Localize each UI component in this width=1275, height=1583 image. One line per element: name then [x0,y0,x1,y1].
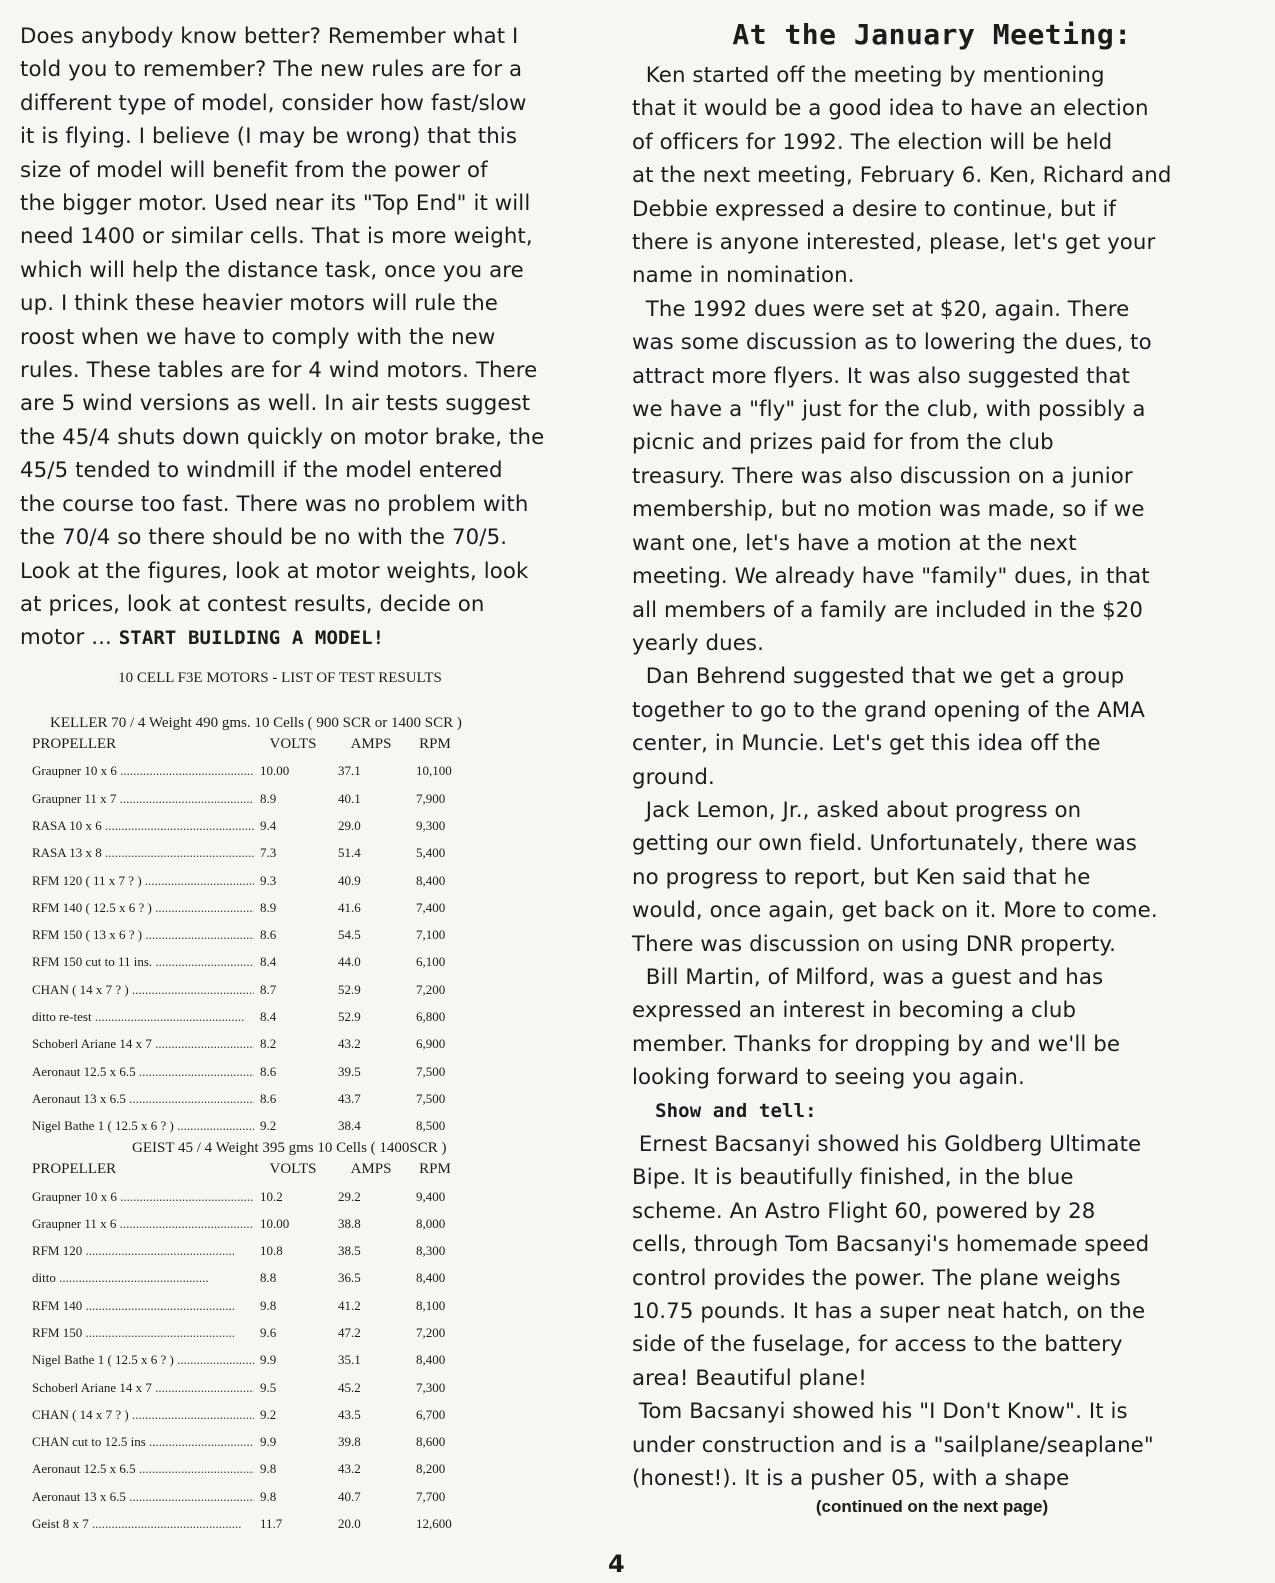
rpm-cell: 10,100 [416,763,452,779]
volts-cell: 9.8 [260,1461,277,1477]
rpm-cell: 7,300 [416,1379,446,1395]
left-text-line: Look at the figures, look at motor weights, look [20,558,529,584]
left-text-line: rules. These tables are for 4 wind motors. There [20,358,538,384]
left-text-line: are 5 wind versions as well. In air tests suggest [20,391,531,417]
table-row [20,1183,560,1210]
amps-cell: 38.8 [338,1215,361,1231]
propeller-cell: CHAN ( 14 x 7 ? ) ..... [20,1407,254,1423]
header-rpm: RPM [419,1161,451,1178]
left-last-line-text: motor ... [20,625,119,651]
propeller-cell: Aeronaut 13 x 6.5 ..... [20,1489,254,1505]
volts-cell: 9.9 [260,1352,277,1368]
volts-cell: 10.00 [260,763,290,779]
table-row [20,949,560,976]
meeting-text-line: of officers for 1992. The election will be held [632,129,1113,155]
meeting-text-line: control provides the power. The plane weighs [632,1265,1121,1291]
rpm-cell: 8,600 [416,1434,446,1450]
amps-cell: 47.2 [338,1325,361,1340]
rpm-cell: 7,200 [416,981,446,997]
propeller-cell: ditto re-test ..... [20,1009,254,1025]
header-volts: VOLTS [269,736,317,753]
amps-cell: 43.5 [338,1406,361,1422]
amps-cell: 40.9 [338,872,361,888]
table-row [20,1483,560,1510]
amps-cell: 54.5 [338,927,361,943]
volts-cell: 8.4 [260,1009,277,1025]
rpm-cell: 7,200 [416,1325,446,1340]
right-column [632,18,1232,1517]
continued-note: (continued on the next page) [815,1497,1049,1517]
propeller-cell: Aeronaut 12.5 x 6.5 ..... [20,1461,254,1477]
table-row [20,1401,560,1428]
amps-cell: 35.1 [338,1352,361,1368]
left-column [20,20,592,1538]
left-text-line: 45/5 tended to windmill if the model entered [20,458,503,484]
left-text-line: told you to remember? The new rules are for a [20,57,523,83]
propeller-cell: Graupner 10 x 6 ..... [20,1189,254,1205]
meeting-text-line: looking forward to seeing you again. [632,1065,1025,1091]
volts-cell: 8.4 [260,954,277,970]
start-building-callout: START BUILDING A MODEL! [118,627,385,650]
amps-cell: 38.5 [338,1243,361,1259]
table-row [20,1456,560,1483]
meeting-text-line: meeting. We already have "family" dues, in that [632,564,1150,590]
propeller-cell: CHAN ( 14 x 7 ? ) ..... [20,982,254,998]
keller-rows [20,758,560,1140]
meeting-text-line: side of the fuselage, for access to the battery [632,1332,1123,1358]
table-row [20,1031,560,1058]
meeting-text-line: at the next meeting, February 6. Ken, Richard and [632,163,1172,189]
meeting-text-line: ground. [632,764,715,790]
amps-cell: 44.0 [338,954,361,970]
table-row [20,812,560,839]
meeting-text-line: picnic and prizes paid for from the club [632,430,1054,456]
table-row [20,1319,560,1346]
meeting-text-line: no progress to report, but Ken said that he [632,864,1091,890]
geist-table-header [20,1157,560,1183]
left-text-line: size of model will benefit from the power of [20,157,488,183]
volts-cell: 9.2 [260,1406,277,1422]
volts-cell: 8.2 [260,1036,277,1052]
amps-cell: 38.4 [338,1118,361,1134]
table-row [20,1210,560,1237]
amps-cell: 20.0 [338,1516,361,1532]
meeting-text-line: yearly dues. [632,630,764,656]
meeting-text-line: center, in Muncie. Let's get this idea off the [632,731,1101,757]
rpm-cell: 12,600 [416,1516,452,1532]
volts-cell: 8.6 [260,1063,277,1079]
volts-cell: 9.6 [260,1325,277,1340]
left-text-line: up. I think these heavier motors will rule the [20,291,498,317]
propeller-cell: Graupner 11 x 7 ..... [20,791,254,807]
rpm-cell: 7,400 [416,899,446,915]
rpm-cell: 9,400 [416,1188,446,1204]
rpm-cell: 7,700 [416,1488,446,1504]
meeting-text-line: under construction and is a "sailplane/seaplane" [632,1432,1154,1458]
volts-cell: 9.5 [260,1379,277,1395]
amps-cell: 40.1 [338,790,361,806]
rpm-cell: 5,400 [416,845,446,861]
rpm-cell: 8,500 [416,1118,446,1134]
propeller-cell: RFM 150 cut to 11 ins. ..... [20,954,254,970]
table-row [20,1429,560,1456]
propeller-cell: Aeronaut 12.5 x 6.5 ..... [20,1064,254,1080]
table-row [20,840,560,867]
propeller-cell: RFM 140 ( 12.5 x 6 ? ) ..... [20,900,254,916]
volts-cell: 9.8 [260,1488,277,1504]
volts-cell: 9.3 [260,872,277,888]
rpm-cell: 8,200 [416,1461,446,1477]
amps-cell: 43.2 [338,1461,361,1477]
table-row [20,1085,560,1112]
table-row [20,976,560,1003]
meeting-text-line: scheme. An Astro Flight 60, powered by 28 [632,1198,1096,1224]
table-row [20,1347,560,1374]
meeting-text-line: there is anyone interested, please, let's get your [632,230,1156,256]
meeting-text-line: Ken started off the meeting by mentioning [632,63,1105,88]
amps-cell: 37.1 [338,763,361,779]
amps-cell: 52.9 [338,1009,361,1025]
volts-cell: 9.4 [260,817,277,833]
table-row [20,1374,560,1401]
meeting-text-line: 10.75 pounds. It has a super neat hatch, on the [632,1299,1146,1325]
meeting-text-line: Dan Behrend suggested that we get a group [632,664,1125,690]
amps-cell: 39.8 [338,1434,361,1450]
rpm-cell: 7,900 [416,790,446,806]
keller-table-header [20,732,560,758]
propeller-cell: Graupner 11 x 6 ..... [20,1216,254,1232]
table-row [20,922,560,949]
propeller-cell: Aeronaut 13 x 6.5 ..... [20,1091,254,1107]
volts-cell: 8.7 [260,981,277,997]
rpm-cell: 8,300 [416,1243,446,1259]
propeller-cell: CHAN cut to 12.5 ins ..... [20,1434,254,1450]
meeting-heading: At the January Meeting: [732,18,1132,51]
propeller-cell: ditto ..... [20,1270,254,1286]
meeting-text-line: would, once again, get back on it. More to come. [632,898,1158,924]
rpm-cell: 6,100 [416,954,446,970]
left-text-line: which will help the distance task, once you are [20,257,524,283]
meeting-article-text [632,59,1232,1495]
table-row [20,1265,560,1292]
propeller-cell: Schoberl Ariane 14 x 7 ..... [20,1036,254,1052]
volts-cell: 8.9 [260,790,277,806]
amps-cell: 40.7 [338,1488,361,1504]
meeting-text-line: Debbie expressed a desire to continue, but if [632,196,1117,222]
amps-cell: 51.4 [338,845,361,861]
left-text-line: the course too fast. There was no problem with [20,491,529,517]
amps-cell: 29.0 [338,817,361,833]
propeller-cell: RFM 120 ..... [20,1243,254,1259]
rpm-cell: 7,500 [416,1063,446,1079]
amps-cell: 41.2 [338,1297,361,1313]
amps-cell: 43.7 [338,1090,361,1106]
meeting-text-line: that it would be a good idea to have an election [632,96,1149,122]
left-text-line: the 70/4 so there should be no with the 70/5. [20,525,508,551]
amps-cell: 29.2 [338,1188,361,1204]
left-text-line: the bigger motor. Used near its "Top End" it will [20,191,531,217]
meeting-text-line: name in nomination. [632,263,855,289]
left-article-text [20,20,592,621]
header-rpm: RPM [419,736,451,753]
meeting-text-line: was some discussion as to lowering the dues, to [632,330,1152,356]
amps-cell: 41.6 [338,899,361,915]
left-text-line: the 45/4 shuts down quickly on motor brake, the [20,424,545,450]
rpm-cell: 8,100 [416,1297,446,1313]
header-propeller: PROPELLER [32,1161,117,1178]
amps-cell: 43.2 [338,1036,361,1052]
table-title: 10 CELL F3E MOTORS - LIST OF TEST RESULTS [118,669,442,686]
geist-rows [20,1183,560,1538]
table-row [20,1237,560,1264]
meeting-text-line: cells, through Tom Bacsanyi's homemade speed [632,1232,1150,1258]
rpm-cell: 8,400 [416,872,446,888]
rpm-cell: 8,400 [416,1352,446,1368]
keller-table [20,715,560,1140]
table-row [20,1003,560,1030]
meeting-text-line: member. Thanks for dropping by and we'll be [632,1031,1121,1057]
left-text-line: need 1400 or similar cells. That is more weight, [20,224,533,250]
meeting-text-line: together to go to the grand opening of the AMA [632,697,1145,723]
volts-cell: 10.8 [260,1243,283,1259]
amps-cell: 39.5 [338,1063,361,1079]
meeting-text-line: Bill Martin, of Milford, was a guest and has [632,964,1104,990]
geist-heading: GEIST 45 / 4 Weight 395 gms 10 Cells ( 1400SCR ) [132,1139,447,1156]
volts-cell: 7.3 [260,845,277,861]
rpm-cell: 6,900 [416,1036,446,1052]
volts-cell: 8.9 [260,899,277,915]
left-text-line: roost when we have to comply with the new [20,324,496,350]
show-and-tell-subheading: Show and tell: [632,1099,817,1122]
propeller-cell: Geist 8 x 7 ..... [20,1516,254,1532]
meeting-text-line: (honest!). It is a pusher 05, with a shape [632,1466,1070,1492]
amps-cell: 45.2 [338,1379,361,1395]
meeting-text-line: Ernest Bacsanyi showed his Goldberg Ultimate [632,1132,1142,1157]
table-row [20,1292,560,1319]
page-number: 4 [608,1550,625,1578]
table-row [20,785,560,812]
meeting-text-line: attract more flyers. It was also suggested that [632,363,1130,389]
volts-cell: 9.2 [260,1118,277,1134]
propeller-cell: Schoberl Ariane 14 x 7 ..... [20,1380,254,1396]
table-row [20,867,560,894]
table-row [20,1510,560,1537]
rpm-cell: 9,300 [416,817,446,833]
rpm-cell: 8,000 [416,1215,446,1231]
amps-cell: 36.5 [338,1270,361,1286]
propeller-cell: RFM 140 ..... [20,1298,254,1314]
propeller-cell: Nigel Bathe 1 ( 12.5 x 6 ? ) ..... [20,1352,254,1368]
left-text-line: at prices, look at contest results, decide on [20,591,485,617]
volts-cell: 8.8 [260,1270,277,1286]
rpm-cell: 6,700 [416,1406,446,1422]
meeting-text-line: expressed an interest in becoming a club [632,998,1077,1024]
volts-cell: 11.7 [260,1516,283,1532]
meeting-text-line: treasury. There was also discussion on a junior [632,463,1133,489]
table-row [20,1113,560,1140]
meeting-text-line: Jack Lemon, Jr., asked about progress on [632,797,1082,823]
propeller-cell: RFM 150 ( 13 x 6 ? ) ..... [20,927,254,943]
meeting-text-line: Bipe. It is beautifully finished, in the blue [632,1165,1074,1191]
amps-cell: 52.9 [338,981,361,997]
volts-cell: 9.9 [260,1434,277,1450]
rpm-cell: 8,400 [416,1270,446,1286]
volts-cell: 10.2 [260,1188,283,1204]
left-text-line: Does anybody know better? Remember what I [20,24,519,49]
meeting-text-line: all members of a family are included in the $20 [632,597,1144,623]
propeller-cell: RASA 13 x 8 ..... [20,845,254,861]
meeting-text-line: The 1992 dues were set at $20, again. There [632,296,1130,322]
rpm-cell: 6,800 [416,1009,446,1025]
left-text-line: it is flying. I believe (I may be wrong) that this [20,124,518,150]
meeting-text-line: we have a "fly" just for the club, with possibly a [632,397,1146,423]
geist-table [20,1140,560,1538]
keller-heading: KELLER 70 / 4 Weight 490 gms. 10 Cells ( 900 SCR or 1400 SCR ) [50,714,462,731]
left-last-line [20,621,592,655]
volts-cell: 9.8 [260,1297,277,1313]
volts-cell: 8.6 [260,927,277,943]
header-amps: AMPS [350,1161,392,1178]
header-propeller: PROPELLER [32,736,117,753]
propeller-cell: RFM 150 ..... [20,1325,254,1341]
propeller-cell: RFM 120 ( 11 x 7 ? ) ..... [20,873,254,889]
rpm-cell: 7,500 [416,1090,446,1106]
volts-cell: 10.00 [260,1215,290,1231]
volts-cell: 8.6 [260,1090,277,1106]
meeting-text-line: Tom Bacsanyi showed his "I Don't Know". It is [632,1399,1128,1425]
propeller-cell: Nigel Bathe 1 ( 12.5 x 6 ? ) ..... [20,1118,254,1134]
meeting-text-line: membership, but no motion was made, so if we [632,497,1145,523]
meeting-text-line: There was discussion on using DNR property. [632,931,1116,957]
meeting-text-line: want one, let's have a motion at the next [632,530,1077,556]
table-row [20,758,560,785]
propeller-cell: Graupner 10 x 6 ..... [20,763,254,779]
header-volts: VOLTS [269,1161,317,1178]
meeting-text-line: getting our own field. Unfortunately, there was [632,831,1137,857]
table-row [20,1058,560,1085]
meeting-text-line: area! Beautiful plane! [632,1365,867,1391]
left-text-line: different type of model, consider how fast/slow [20,90,527,116]
rpm-cell: 7,100 [416,927,446,943]
header-amps: AMPS [350,736,392,753]
table-row [20,894,560,921]
propeller-cell: RASA 10 x 6 ..... [20,818,254,834]
